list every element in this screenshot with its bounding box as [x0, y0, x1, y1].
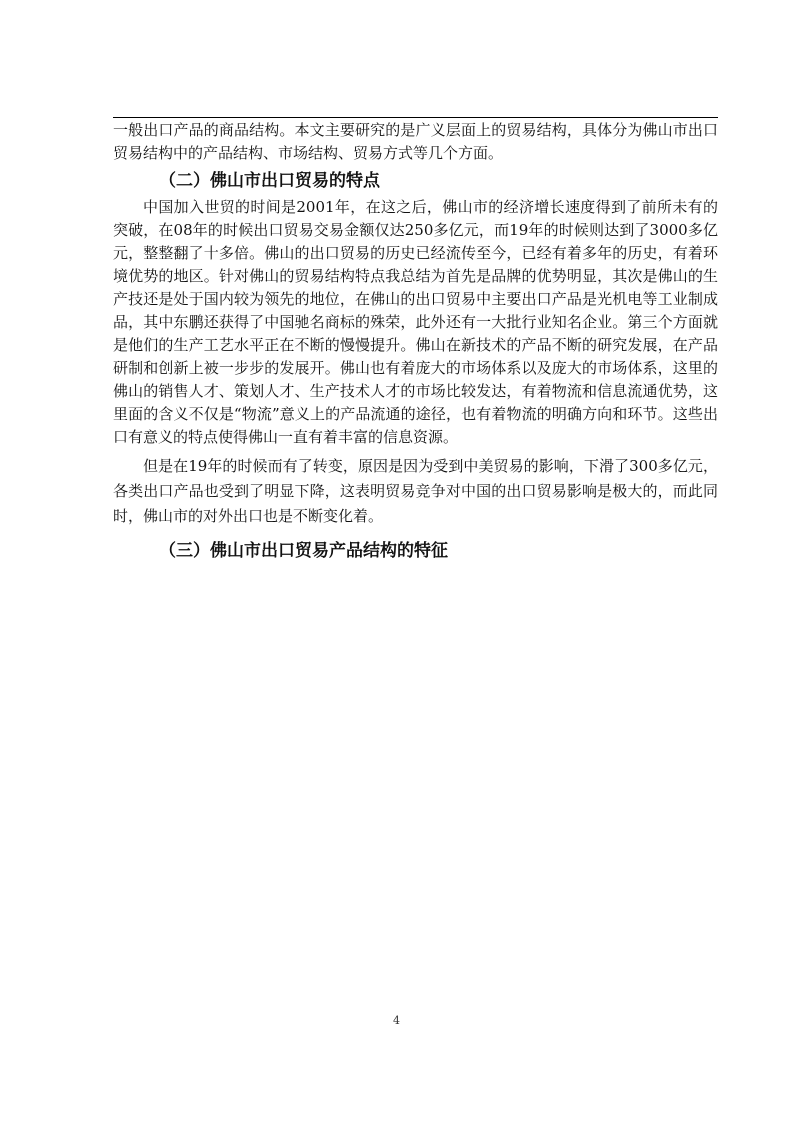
- body-paragraph-3: 但是在19年的时候而有了转变，原因是因为受到中美贸易的影响，下滑了300多亿元，各类出口产品也受到了明显下降，这表明贸易竞争对中国的出口贸易影响是极大的，而此同时，佛山市的对外出口也是不断变化着。: [113, 457, 718, 525]
- section-heading-2: （二）佛山市出口贸易的特点: [159, 171, 380, 191]
- section-heading-3: （三）佛山市出口贸易产品结构的特征: [159, 541, 448, 561]
- page-body: [113, 119, 718, 564]
- header-rule: [113, 117, 718, 118]
- body-paragraph-2: 中国加入世贸的时间是2001年，在这之后，佛山市的经济增长速度得到了前所未有的突破，在08年的时候出口贸易交易金额仅达250多亿元，而19年的时候则达到了3000多亿元，整整翻了十多倍。佛山的出口贸易的历史已经流传至今，已经有着多年的历史，有着环境优势的地区。针对佛山的贸易结构特点我总结为首先是品牌的优势明显，其次是佛山的生产技还是处于国内较为领先的地位，在佛山的出口贸易中主要出口产品是光机电等工业制成品，其中东鹏还获得了中国驰名商标的殊荣，此外还有一大批行业知名企业。第三个方面就是他们的生产工艺水平正在不断的慢慢提升。佛山在新技术的产品不断的研究发展，在产品研制和创新上被一步步的发展开。佛山也有着庞大的市场体系以及庞大的市场体系，这里的佛山的销售人才、策划人才、生产技术人才的市场比较发达，有着物流和信息流通优势，这里面的含义不仅是“物流”意义上的产品流通的途径，也有着物流的明确方向和环节。这些出口有意义的特点使得佛山一直有着丰富的信息资源。: [113, 198, 718, 446]
- page-number: 4: [393, 1014, 400, 1027]
- body-paragraph-1: 一般出口产品的商品结构。本文主要研究的是广义层面上的贸易结构，具体分为佛山市出口贸易结构中的产品结构、市场结构、贸易方式等几个方面。: [113, 121, 718, 162]
